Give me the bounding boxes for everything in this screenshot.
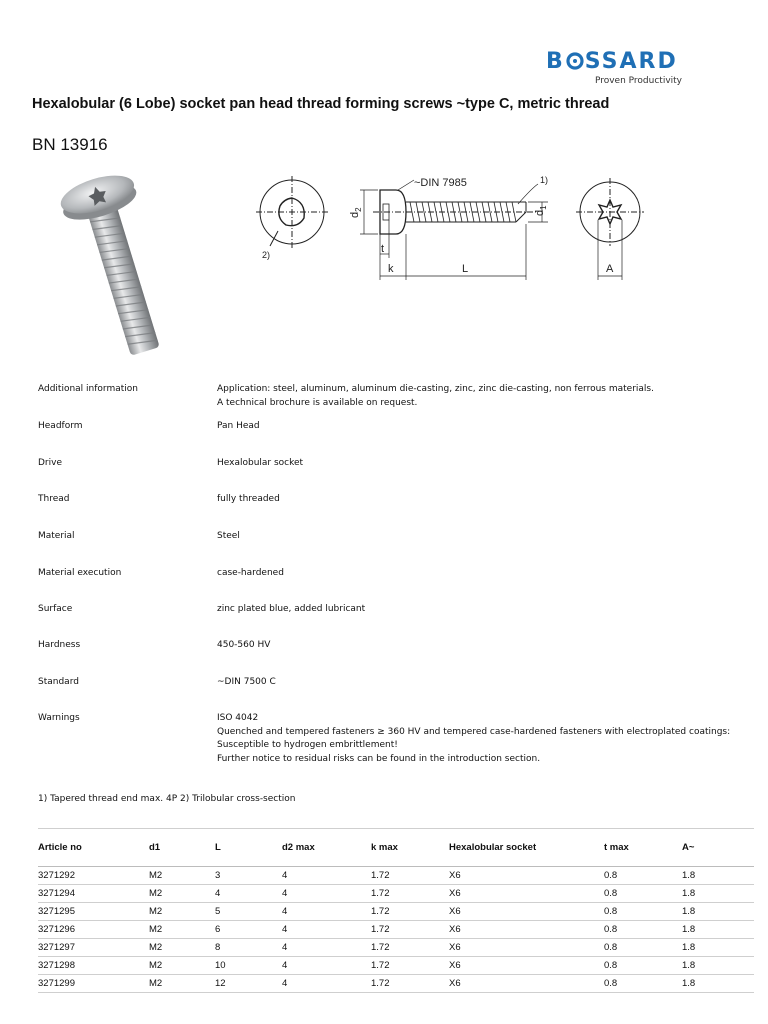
attribute-value-line: Quenched and tempered fasteners ≥ 360 HV and tempered case-hardened fasteners with electroplated coatings: (217, 726, 731, 737)
cell-k-max: 1.72 (371, 888, 390, 899)
logo-text-start: B (546, 49, 565, 74)
attribute-value (217, 639, 752, 653)
drawing-d1: d (534, 209, 546, 216)
attribute-value (217, 383, 752, 410)
cell-hexalobular-socket: X6 (449, 924, 461, 935)
table-row (38, 939, 754, 957)
cell-article-no: 3271294 (38, 888, 75, 899)
table-row (38, 975, 754, 993)
cell-t-max: 0.8 (604, 888, 618, 899)
attribute-value (217, 676, 752, 690)
cell-k-max: 1.72 (371, 960, 390, 971)
cell-hexalobular-socket: X6 (449, 978, 461, 989)
drawing-L: L (462, 263, 469, 275)
cell-t-max: 0.8 (604, 942, 618, 953)
logo-wordmark (546, 50, 686, 74)
col-header-d1: d1 (149, 842, 161, 853)
attribute-value-line: Pan Head (217, 421, 260, 431)
table-row (38, 903, 754, 921)
attribute-value-line: ~DIN 7500 C (217, 677, 276, 687)
cell-d2-max: 4 (282, 924, 288, 935)
attribute-value-line: Susceptible to hydrogen embrittlement! (217, 740, 398, 750)
svg-text:d1 (534, 205, 548, 216)
drawing-k: k (388, 263, 394, 275)
cell-article-no: 3271297 (38, 942, 75, 953)
attribute-label: Headform (38, 421, 83, 431)
table-header-row (38, 829, 754, 867)
drawing-d2: d (349, 211, 361, 218)
attribute-value-line: 450-560 HV (217, 640, 271, 650)
cell-a: 1.8 (682, 906, 696, 917)
cell-t-max: 0.8 (604, 870, 618, 881)
cell-article-no: 3271292 (38, 870, 75, 881)
cell-a: 1.8 (682, 942, 696, 953)
col-header-l: L (215, 842, 221, 853)
cell-k-max: 1.72 (371, 870, 390, 881)
cell-a: 1.8 (682, 888, 696, 899)
logo-text-end: SSARD (584, 49, 678, 74)
cell-l: 4 (215, 888, 221, 899)
cell-article-no: 3271296 (38, 924, 75, 935)
attribute-value-line: Further notice to residual risks can be found in the introduction section. (217, 753, 541, 764)
drawing-d1-sub: 1 (539, 205, 548, 210)
cell-l: 12 (215, 978, 226, 989)
cell-a: 1.8 (682, 870, 696, 881)
cell-hexalobular-socket: X6 (449, 942, 461, 953)
cell-l: 6 (215, 924, 221, 935)
side-view (349, 175, 548, 280)
attribute-value (217, 493, 752, 507)
logo-o-mark (565, 50, 585, 74)
col-header-d2-max: d2 max (282, 842, 315, 853)
attribute-value (217, 530, 752, 544)
cell-l: 10 (215, 960, 226, 971)
cell-d2-max: 4 (282, 942, 288, 953)
attribute-value-line: Steel (217, 531, 240, 541)
cell-l: 3 (215, 870, 221, 881)
cell-l: 8 (215, 942, 221, 953)
attribute-value-line: fully threaded (217, 494, 280, 504)
cell-d2-max: 4 (282, 906, 288, 917)
cell-d1: M2 (149, 924, 163, 935)
cell-hexalobular-socket: X6 (449, 870, 461, 881)
trilobular-view (256, 176, 328, 260)
col-header-article-no: Article no (38, 842, 82, 853)
cell-k-max: 1.72 (371, 924, 390, 935)
attribute-value (217, 712, 752, 766)
cell-d2-max: 4 (282, 960, 288, 971)
cell-d2-max: 4 (282, 888, 288, 899)
cell-hexalobular-socket: X6 (449, 960, 461, 971)
product-code: BN 13916 (32, 135, 108, 154)
footnote: 1) Tapered thread end max. 4P 2) Trilobular cross-section (38, 794, 296, 804)
attribute-value (217, 603, 752, 617)
cell-k-max: 1.72 (371, 978, 390, 989)
product-title: Hexalobular (6 Lobe) socket pan head thread forming screws ~type C, metric thread (32, 96, 610, 112)
cell-a: 1.8 (682, 978, 696, 989)
table-row (38, 867, 754, 885)
cell-d2-max: 4 (282, 870, 288, 881)
hexalobular-view (576, 178, 644, 280)
drawing-note-1: 1) (540, 175, 549, 185)
attribute-label: Warnings (38, 713, 80, 723)
attribute-value-line: ISO 4042 (217, 713, 259, 723)
attribute-label: Drive (38, 458, 62, 468)
product-photo (50, 165, 190, 370)
col-header-a: A~ (682, 842, 695, 853)
cell-hexalobular-socket: X6 (449, 906, 461, 917)
attribute-value-line: Application: steel, aluminum, aluminum die-casting, zinc, zinc die-casting, non ferrous materials. (217, 384, 654, 394)
table-row (38, 921, 754, 939)
cell-d2-max: 4 (282, 978, 288, 989)
col-header-t-max: t max (604, 842, 629, 853)
cell-k-max: 1.72 (371, 942, 390, 953)
col-header-k-max: k max (371, 842, 398, 853)
cell-d1: M2 (149, 960, 163, 971)
col-header-hexalobular-socket: Hexalobular socket (449, 842, 537, 853)
cell-article-no: 3271298 (38, 960, 75, 971)
cell-t-max: 0.8 (604, 924, 618, 935)
svg-text:d2 (349, 207, 363, 218)
cell-article-no: 3271295 (38, 906, 75, 917)
attribute-label: Material (38, 531, 75, 541)
cell-d1: M2 (149, 870, 163, 881)
attribute-value-line: case-hardened (217, 568, 284, 578)
attribute-label: Hardness (38, 640, 81, 650)
attribute-label: Material execution (38, 568, 122, 578)
cell-l: 5 (215, 906, 221, 917)
cell-d1: M2 (149, 942, 163, 953)
attribute-label: Surface (38, 604, 73, 614)
cell-t-max: 0.8 (604, 960, 618, 971)
cell-d1: M2 (149, 978, 163, 989)
table-row (38, 957, 754, 975)
table-row (38, 885, 754, 903)
bossard-logo (546, 50, 686, 86)
attribute-label: Thread (38, 494, 70, 504)
attribute-value-line: A technical brochure is available on request. (217, 397, 418, 408)
cell-article-no: 3271299 (38, 978, 75, 989)
cell-t-max: 0.8 (604, 906, 618, 917)
cell-t-max: 0.8 (604, 978, 618, 989)
attribute-value (217, 420, 752, 434)
cell-hexalobular-socket: X6 (449, 888, 461, 899)
attribute-value (217, 567, 752, 581)
logo-tagline: Proven Productivity (594, 76, 682, 86)
cell-d1: M2 (149, 888, 163, 899)
cell-k-max: 1.72 (371, 906, 390, 917)
technical-drawing (248, 168, 658, 293)
attribute-value-line: zinc plated blue, added lubricant (217, 604, 366, 614)
drawing-A: A (606, 263, 614, 275)
attribute-value-line: Hexalobular socket (217, 458, 304, 468)
cell-a: 1.8 (682, 924, 696, 935)
attribute-value (217, 457, 752, 471)
drawing-d2-sub: 2 (354, 207, 363, 212)
drawing-t: t (381, 243, 385, 255)
table-body (38, 867, 754, 993)
attribute-label: Additional information (38, 384, 138, 394)
drawing-note-2: 2) (262, 250, 271, 260)
cell-d1: M2 (149, 906, 163, 917)
attribute-label: Standard (38, 677, 79, 687)
din-label: ~DIN 7985 (414, 177, 467, 189)
cell-a: 1.8 (682, 960, 696, 971)
article-table (38, 828, 754, 993)
